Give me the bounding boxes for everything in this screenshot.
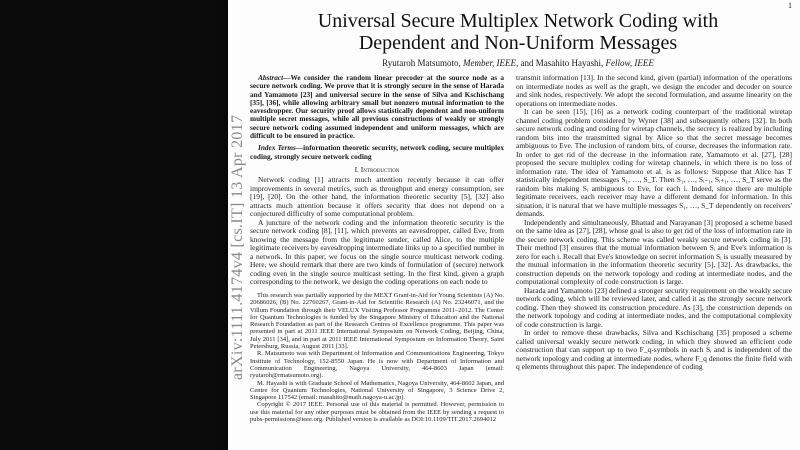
- author-2-grade: Fellow, IEEE: [605, 58, 654, 68]
- title-line-1: Universal Secure Multiplex Network Coding with: [317, 10, 719, 32]
- body-paragraph: Independently and simultaneously, Bhattad and Narayanan [3] proposed a scheme based on the same idea as [27], [28], whose goal is also to get rid of the loss of information rate in the secure network coding. This scheme was called weakly secure network coding in [3]. Their method [3] ensures that the mutual information between Sᵢ and Eve's information is zero for each i. Recall that Eve's knowledge on secret information Sᵢ is usually measured by the mutual information in the information theoretic security [5], [32]. As drawbacks, the construction depends on the network topology and coding at intermediate nodes, and the computational complexity of code construction is large.: [516, 217, 792, 286]
- body-paragraph: Network coding [1] attracts much attention recently because it can offer improvements in several metrics, such as throughput and energy consumption, see [19], [20]. On the other hand, the information theoretic security [5], [32] also attracts much attention because it offers security that does not depend on a conjectured difficulty of some computational problem.: [250, 175, 504, 219]
- arxiv-stamp: arXiv:1111.4174v4 [cs.IT] 13 Apr 2017: [229, 114, 246, 380]
- paper-title: [248, 10, 788, 54]
- footnote-copyright: Copyright © 2017 IEEE. Personal use of this material is permitted. However, permission to use this material for any other purposes must be obtained from the IEEE by sending a request to pubs-permissions@ieee.org. Published version is available as DOI:10.1109/TIT.2017.2694012: [250, 401, 504, 424]
- footnote-funding: This research was partially supported by the MEXT Grant-in-Aid for Young Scientists (A) No. 20686026, (B) No. 22760267, Grant-in-Aid for Scientific Research (A) No. 23246071, and the Villum Foundation through their VELUX Visiting Professor Programme 2011–2012. The Center for Quantum Technologies is funded by the Singapore Ministry of Education and the National Research Foundation as part of the Research Centres of Excellence programme. This paper was presented in part at 2011 IEEE International Symposium on Network Coding, Beijing, China, July 2011 [34], and in part at 2011 IEEE International Symposium on Information Theory, Saint Petersburg, Russia, August 2011 [33].: [250, 291, 504, 351]
- abstract-label: Abstract: [258, 73, 284, 82]
- author-2: and Masahito Hayashi,: [520, 58, 604, 68]
- footnote-author-2: M. Hayashi is with Graduate School of Mathematics, Nagoya University, 464-8602 Japan, and Centre for Quantum Technologies, National University of Singapore, 3 Science Drive 2, Singapore 117542 (email: masahito@math.nagoya-u.ac.jp).: [250, 379, 504, 402]
- abstract: [250, 74, 504, 140]
- index-terms: [250, 144, 504, 161]
- body-paragraph: It can be seen [15], [16] as a network coding counterpart of the traditional wiretap channel coding problem considered by Wyner [38] and subsequently others [32]. In both secure network coding and coding for wiretap channels, the secrecy is realized by including random bits into the transmitted signal by Alice so that the secret message becomes ambiguous to Eve. The inclusion of random bits, of course, decreases the information rate. In order to get rid of the decrease in the information rate, Yamamoto et al. [27], [28] proposed the secure multiplex coding for wiretap channels, in which there is no loss of information rate. The idea of Yamamoto et al. is as follows: Suppose that Alice has T statistically independent messages S₁, …, S_T. Then S₁, …, Sᵢ₋₁, Sᵢ₊₁, …, S_T serve as the random bits making Sᵢ ambiguous to Eve, for each i. Indeed, since there are multiple legitimate receivers, each receiver may have a different demand for information. In this situation, it is natural that we have multiple messages S₁, …, S_T dependently on receivers' demands.: [516, 107, 792, 218]
- footnotes: [250, 292, 504, 423]
- page-number: 1: [788, 1, 792, 10]
- right-column: [516, 74, 792, 372]
- index-terms-text: —information theoretic security, network coding, secure multiplex coding, strongly secure network coding: [250, 143, 504, 161]
- index-terms-label: Index Terms: [258, 143, 296, 153]
- abstract-text: —We consider the random linear precoder at the source node as a secure network coding. We prove that it is strongly secure in the sense of Harada and Yamamoto [23] and universal secure in the sense of Silva and Kschischang [35], [36], while allowing arbitrary small but nonzero mutual information to the eavesdropper. Our security proof allows statistically dependent and non-uniform multiple secret messages, while all previous constructions of weakly or strongly secure network coding assumed independent and uniform messages, which are difficult to be ensured in practice.: [250, 73, 504, 141]
- footnote-author-1: R. Matsumoto was with Department of Information and Communications Engineering, Tokyo Institute of Technology, 152-8550 Japan. He is now with Department of Information and Communication Engineering, Nagoya University, 464-8603 Japan (email: ryutaroh@rmatsumoto.org).: [250, 350, 504, 380]
- body-paragraph: A juncture of the network coding and the information theoretic security is the secure network coding [8], [11], which prevents an eavesdropper, called Eve, from knowing the message from the legitimate sender, called Alice, to the multiple legitimate receivers by eavesdropping intermediate links up to a specified number in a network. In this paper, we focus on the single source multicast network coding. Here, we should remark that there are two kinds of formulation of (secure) network coding even in the single source multicast setting. In the first kind, given a graph corresponding to the network, we design the coding operations on each node to: [250, 217, 504, 287]
- author-1: Ryutaroh Matsumoto,: [382, 58, 461, 68]
- body-paragraph: Harada and Yamamoto [23] defined a stronger security requirement on the weakly secure network coding, which will be reviewed later, and called it as the strongly secure network coding. Then they showed its construction procedure. As [3], the construction depends on the network topology and coding at intermediate nodes, and the computational complexity of code construction is large.: [516, 285, 792, 329]
- authors: [248, 58, 788, 68]
- body-paragraph: In order to remove these drawbacks, Silva and Kschischang [35] proposed a scheme called universal weakly secure network coding, in which they showed an efficient code construction that can support up to two F_q-symbols in each Sᵢ and is independent of the network topology and coding at intermediate nodes, where F_q denotes the finite field with q elements throughout this paper. The independence of coding: [516, 328, 792, 371]
- author-1-grade: Member, IEEE,: [463, 58, 519, 68]
- body-paragraph: transmit information [13]. In the second kind, given (partial) information of the operations on intermediate nodes as well as the graph, we design the encoder and decoder on source and sink nodes, respectively. We adopt the second formulation, and assume linearity on the operations on intermediate nodes.: [516, 73, 792, 108]
- section-heading: I. Introduction: [354, 164, 400, 174]
- left-column: [250, 74, 504, 423]
- paper-page: [228, 0, 800, 450]
- title-line-2: Dependent and Non-Uniform Messages: [358, 32, 678, 54]
